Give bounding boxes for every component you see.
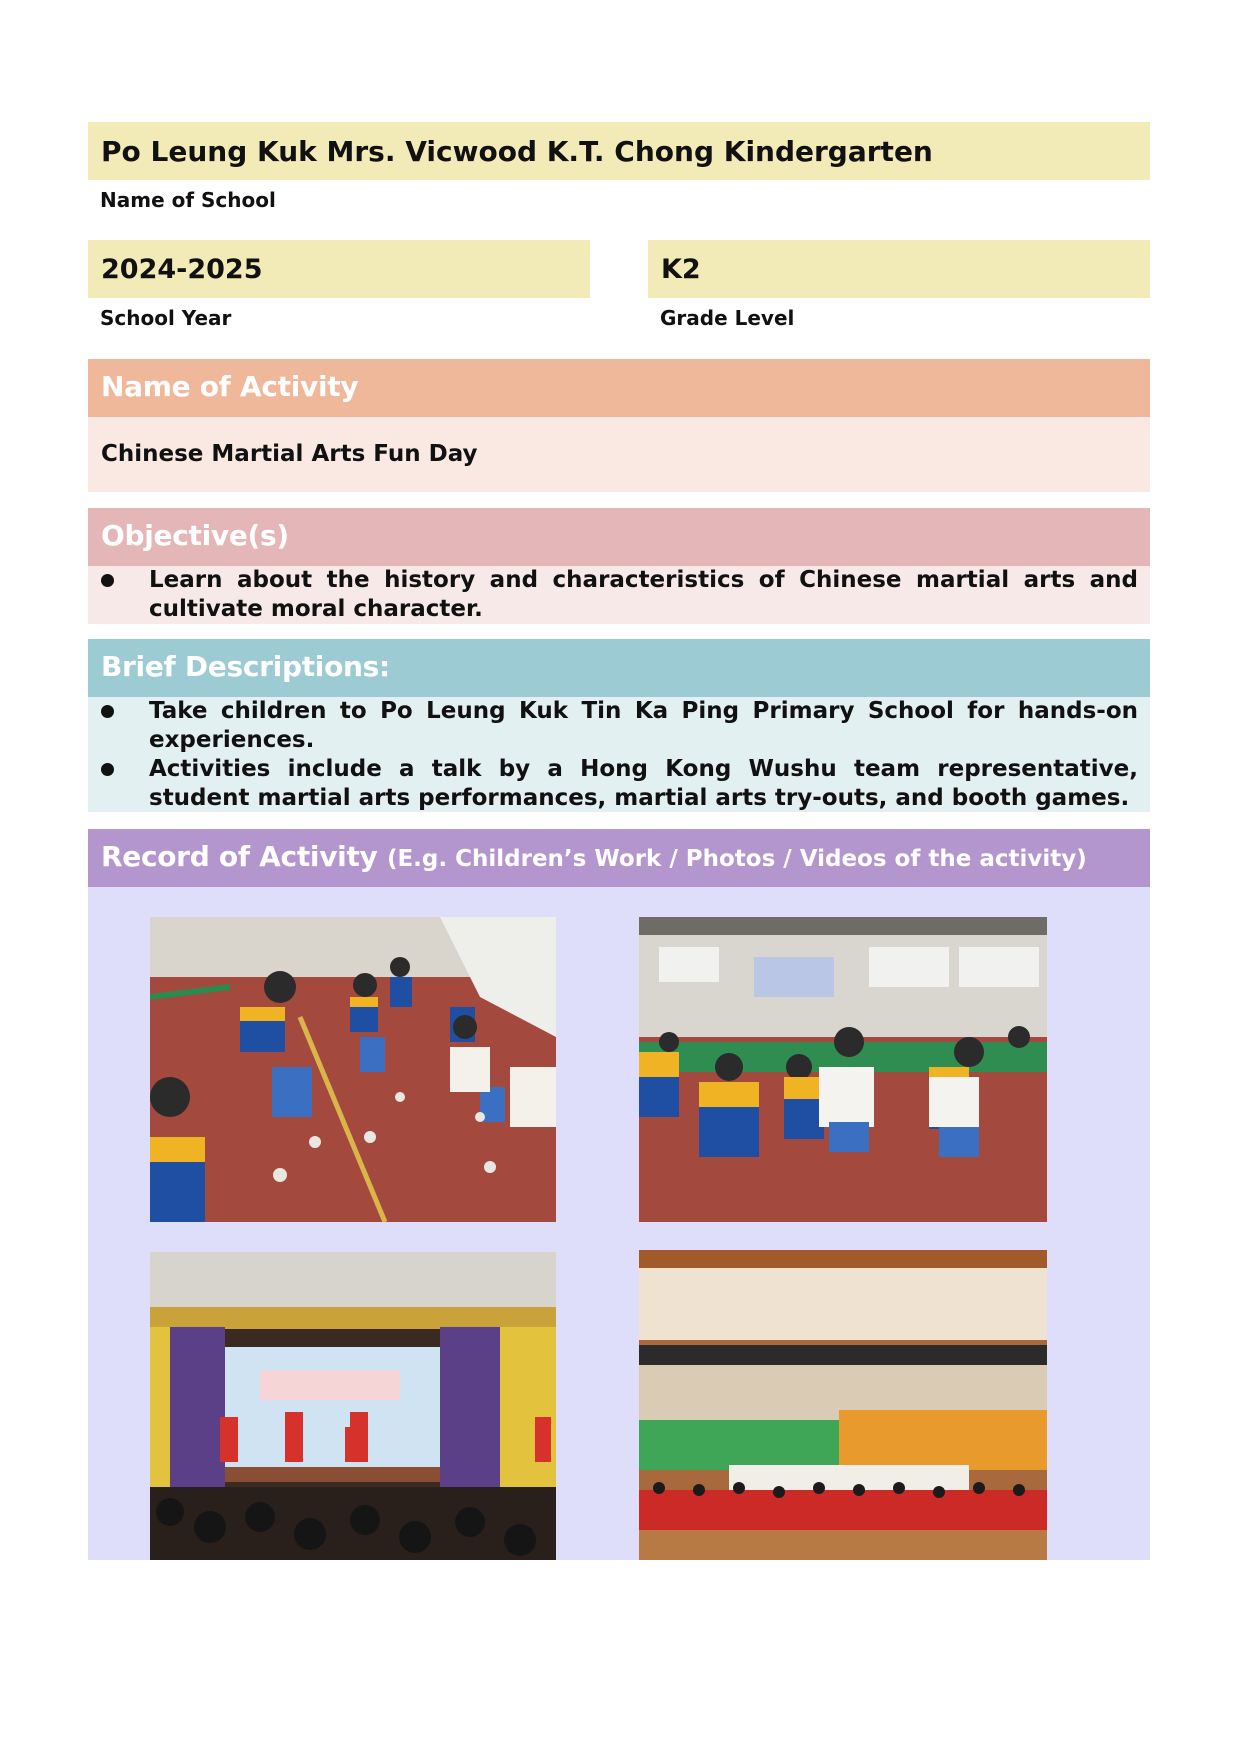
activity-photo-3: [150, 1252, 556, 1560]
activity-photo-2: [639, 917, 1047, 1222]
descriptions-list: [88, 697, 1150, 813]
grade-level: K2: [661, 254, 701, 285]
bullet-icon: [101, 705, 114, 718]
activity-photo-1: [150, 917, 556, 1222]
school-year-box: [88, 240, 590, 298]
description-item: Activities include a talk by a Hong Kong Wushu team representative, student martial arts performances, martial arts try-outs, and booth games.: [88, 755, 1150, 813]
grade-level-label: Grade Level: [660, 306, 795, 330]
descriptions-header: Brief Descriptions:: [88, 639, 1150, 697]
objective-item: Learn about the history and characteristics of Chinese martial arts and cultivate moral character.: [88, 566, 1150, 624]
record-title: Record of Activity: [101, 840, 378, 873]
objectives-header: Objective(s): [88, 508, 1150, 566]
school-name-box: [88, 122, 1150, 180]
objectives-body: [88, 566, 1150, 624]
objectives-list: [88, 566, 1150, 624]
descriptions-body: [88, 697, 1150, 812]
school-name-label: Name of School: [100, 188, 276, 212]
activity-body: [88, 417, 1150, 492]
school-name: Po Leung Kuk Mrs. Vicwood K.T. Chong Kindergarten: [101, 135, 933, 168]
activity-header: Name of Activity: [88, 359, 1150, 417]
bullet-icon: [101, 763, 114, 776]
grade-level-box: [648, 240, 1150, 298]
description-item: Take children to Po Leung Kuk Tin Ka Ping Primary School for hands-on experiences.: [88, 697, 1150, 755]
record-header: [88, 829, 1150, 887]
record-subtitle: (E.g. Children’s Work / Photos / Videos of the activity): [386, 846, 1087, 872]
school-year-label: School Year: [100, 306, 232, 330]
school-year: 2024-2025: [101, 254, 263, 285]
bullet-icon: [101, 574, 114, 587]
activity-photo-4: [639, 1250, 1047, 1560]
activity-name: Chinese Martial Arts Fun Day: [101, 441, 478, 467]
